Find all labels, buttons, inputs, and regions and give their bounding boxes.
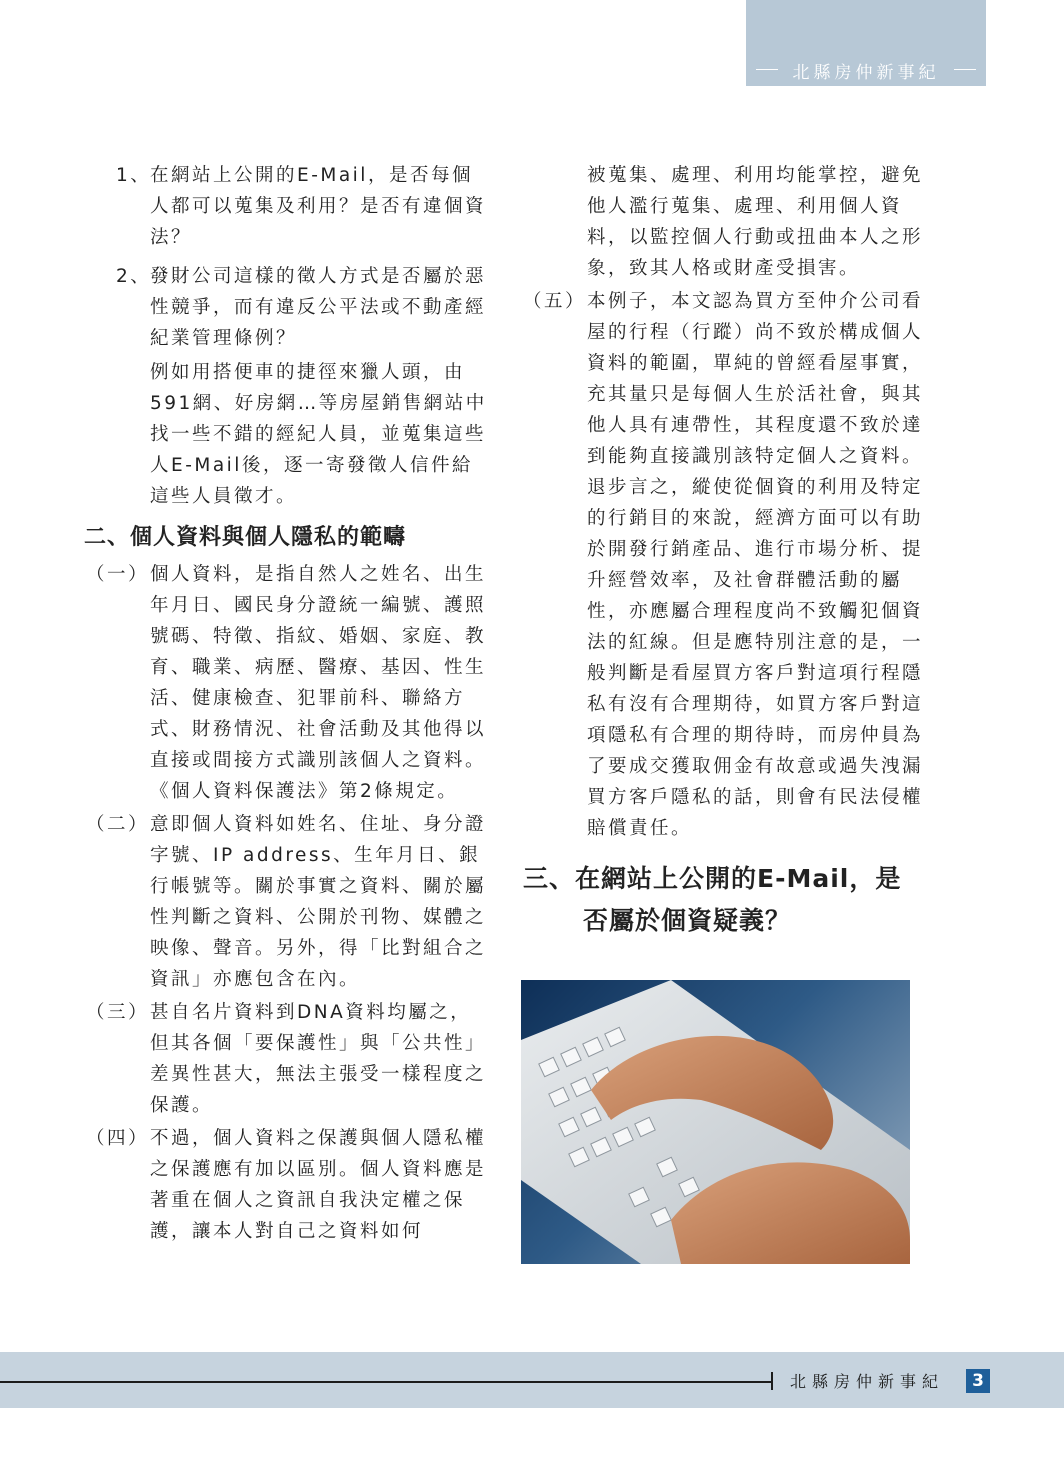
question-1-text: 在網站上公開的E-Mail，是否每個人都可以蒐集及利用？是否有違個資法？ xyxy=(150,165,487,248)
page-number: 3 xyxy=(966,1369,990,1393)
section-2-item-5-text: 本例子，本文認為買方至仲介公司看屋的行程（行蹤）尚不致於構成個人資料的範圍，單純的曾經看屋事實，充其量只是每個人生於活社會，與其他人具有連帶性，其程度還不致於達到能夠直接識別該特定個人之資料。退步言之，縱使從個資的利用及特定的行銷目的來說，經濟方面可以有助於開發行銷產品、進行市場分析、提升經營效率，及社會群體活動的屬性，亦應屬合理程度尚不致觸犯個資法的紅線。但是應特別注意的是，一般判斷是看屋買方客戶對這項行程隱私有沒有合理期待，如買方客戶對這項隱私有合理的期待時，而房仲員為了要成交獲取佣金有故意或過失洩漏買方客戶隱私的話，則會有民法侵權賠償責任。 xyxy=(587,291,924,839)
section-2-heading: 二、個人資料與個人隱私的範疇 xyxy=(84,525,407,550)
section-2-item-4-number: （四） xyxy=(86,1128,150,1149)
question-2-example-text: 例如用搭便車的捷徑來獵人頭，由591網、好房網…等房屋銷售網站中找一些不錯的經紀人員，並蒐集這些人E-Mail後，逐一寄發徵人信件給這些人員徵才。 xyxy=(150,362,487,507)
section-2-item-1 xyxy=(86,559,488,807)
section-2-item-2 xyxy=(86,809,488,995)
section-3-heading xyxy=(523,858,923,942)
question-2 xyxy=(86,261,488,354)
section-3-heading-line-2: 否屬於個資疑義？ xyxy=(583,906,792,935)
section-3-heading-line-1: 三、在網站上公開的E-Mail，是 xyxy=(523,864,902,893)
footer-rule xyxy=(0,1381,772,1383)
section-2-item-4-text: 不過，個人資料之保護與個人隱私權之保護應有加以區別。個人資料應是著重在個人之資訊自我決定權之保護，讓本人對自己之資料如何 xyxy=(150,1128,487,1242)
question-1 xyxy=(86,160,488,253)
question-2-number: 2、 xyxy=(116,266,152,287)
section-2-item-3-text: 甚自名片資料到DNA資料均屬之，但其各個「要保護性」與「公共性」差異性甚大，無法主張受一樣程度之保護。 xyxy=(150,1002,487,1116)
header-tab xyxy=(746,0,986,86)
section-2-item-5 xyxy=(523,286,923,844)
right-column xyxy=(523,160,923,942)
section-2-item-3 xyxy=(86,997,488,1121)
left-column xyxy=(86,160,488,1247)
keyboard-hands-illustration xyxy=(521,980,910,1264)
section-2-item-3-number: （三） xyxy=(86,1002,150,1023)
header-rule-right xyxy=(954,69,976,70)
section-2-item-1-text: 個人資料，是指自然人之姓名、出生年月日、國民身分證統一編號、護照號碼、特徵、指紋、婚姻、家庭、教育、職業、病歷、醫療、基因、性生活、健康檢查、犯罪前科、聯絡方式、財務情況、社會活動及其他得以直接或間接方式識別該個人之資料。《個人資料保護法》第2條規定。 xyxy=(150,564,487,802)
section-2-item-2-text: 意即個人資料如姓名、住址、身分證字號、IP address、生年月日、銀行帳號等。關於事實之資料、關於屬性判斷之資料、公開於刊物、媒體之映像、聲音。另外，得「比對組合之資訊」亦應包含在內。 xyxy=(150,814,487,990)
section-2-item-2-number: （二） xyxy=(86,814,150,835)
section-2-item-5-number: （五） xyxy=(523,291,587,312)
question-2-example xyxy=(86,357,488,512)
question-1-number: 1、 xyxy=(116,165,152,186)
section-2-item-4-continued-text: 被蒐集、處理、利用均能掌控，避免他人濫行蒐集、處理、利用個人資料，以監控個人行動或扭曲本人之形象，致其人格或財產受損害。 xyxy=(587,165,924,279)
header-title: 北縣房仲新事紀 xyxy=(792,63,940,83)
footer-rule-tick xyxy=(771,1372,773,1390)
section-2-item-4 xyxy=(86,1123,488,1247)
question-2-text: 發財公司這樣的徵人方式是否屬於惡性競爭，而有違反公平法或不動產經紀業管理條例？ xyxy=(150,266,487,349)
section-2-item-1-number: （一） xyxy=(86,564,150,585)
section-2-item-4-continued xyxy=(523,160,923,284)
footer-title: 北縣房仲新事紀 xyxy=(790,1372,945,1391)
keyboard-hands-photo xyxy=(521,980,910,1264)
